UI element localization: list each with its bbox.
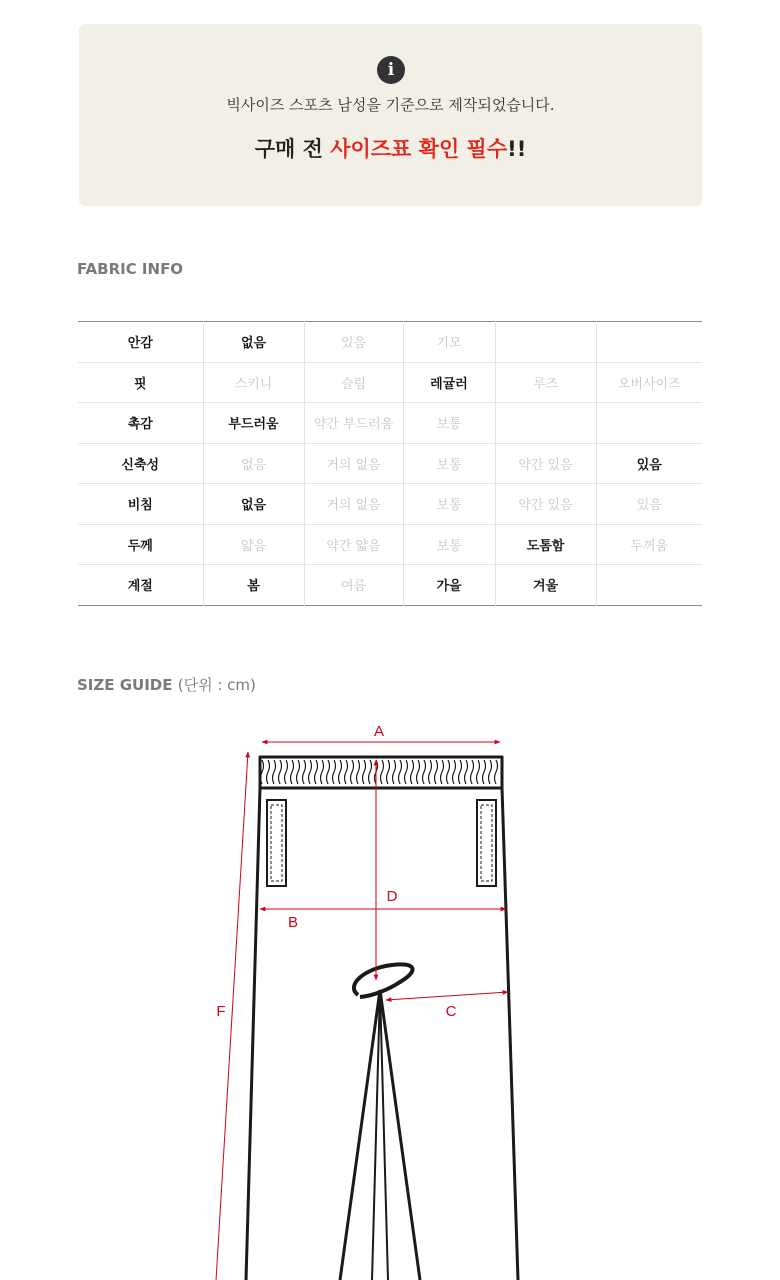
fabric-option: 약간 얇음	[304, 524, 403, 565]
measure-d-label: D	[386, 888, 398, 905]
side-pocket-left	[267, 800, 286, 886]
fabric-option: 보통	[403, 403, 495, 444]
measure-b-label: B	[287, 914, 299, 931]
fabric-option: 얇음	[203, 524, 304, 565]
notice-emphasis	[79, 133, 702, 163]
size-guide-unit: (단위 : cm)	[177, 676, 256, 694]
fabric-option: 보통	[403, 524, 495, 565]
fabric-row-label: 안감	[78, 322, 203, 363]
fabric-option: 부드러움	[203, 403, 304, 444]
fabric-option: 없음	[203, 443, 304, 484]
side-pocket-right	[477, 800, 496, 886]
fabric-row	[78, 565, 702, 606]
fabric-option: 슬림	[304, 362, 403, 403]
fabric-row-label: 비침	[78, 484, 203, 525]
fabric-row	[78, 443, 702, 484]
fabric-option: 없음	[203, 484, 304, 525]
fabric-option	[596, 322, 702, 363]
size-guide-label: SIZE GUIDE	[77, 676, 173, 694]
fabric-option	[596, 565, 702, 606]
fabric-option: 두꺼움	[596, 524, 702, 565]
fabric-option: 거의 없음	[304, 484, 403, 525]
notice-emphasis-highlight: 사이즈표 확인 필수	[330, 137, 508, 161]
fabric-option: 기모	[403, 322, 495, 363]
fabric-row	[78, 403, 702, 444]
fabric-row-label: 두께	[78, 524, 203, 565]
fabric-option: 거의 없음	[304, 443, 403, 484]
fabric-option: 있음	[596, 443, 702, 484]
fabric-option	[596, 403, 702, 444]
info-icon: i	[377, 56, 405, 84]
measure-c-line	[386, 992, 508, 1000]
fabric-option: 약간 있음	[495, 484, 596, 525]
crotch-swirl	[354, 964, 413, 997]
size-guide-title	[77, 674, 256, 695]
fabric-option: 약간 있음	[495, 443, 596, 484]
notice-box	[79, 24, 702, 206]
fabric-option: 레귤러	[403, 362, 495, 403]
fabric-option: 도톰함	[495, 524, 596, 565]
notice-emphasis-suffix: !!	[507, 137, 527, 161]
fabric-row-label: 촉감	[78, 403, 203, 444]
fabric-option	[495, 403, 596, 444]
fabric-row-label: 계절	[127, 579, 153, 595]
pants-size-diagram	[0, 700, 780, 1280]
measure-c-label: C	[445, 1003, 457, 1020]
fabric-option: 있음	[596, 484, 702, 525]
fabric-option	[495, 322, 596, 363]
fabric-option: 루즈	[495, 362, 596, 403]
fabric-option: 겨울	[495, 565, 596, 606]
fabric-option: 봄	[203, 565, 304, 606]
fabric-option: 보통	[403, 484, 495, 525]
fabric-option: 여름	[304, 565, 403, 606]
fabric-option: 가을	[403, 565, 495, 606]
fabric-option: 약간 부드러움	[304, 403, 403, 444]
fabric-row-label: 신축성	[78, 443, 203, 484]
fabric-row	[78, 524, 702, 565]
fabric-option: 보통	[403, 443, 495, 484]
fabric-option: 스키니	[203, 362, 304, 403]
fabric-row	[78, 362, 702, 403]
fabric-option: 있음	[304, 322, 403, 363]
fabric-row-label: 핏	[78, 362, 203, 403]
measure-a-label: A	[373, 723, 385, 740]
measure-f-label: F	[216, 1003, 226, 1020]
fabric-info-table	[78, 321, 702, 606]
fabric-row	[78, 484, 702, 525]
fabric-row	[78, 322, 702, 363]
fabric-info-title: FABRIC INFO	[77, 260, 184, 278]
fabric-option: 없음	[203, 322, 304, 363]
notice-text: 빅사이즈 스포츠 남성을 기준으로 제작되었습니다.	[226, 96, 555, 114]
fabric-option: 오버사이즈	[596, 362, 702, 403]
notice-emphasis-prefix: 구매 전	[254, 137, 331, 161]
